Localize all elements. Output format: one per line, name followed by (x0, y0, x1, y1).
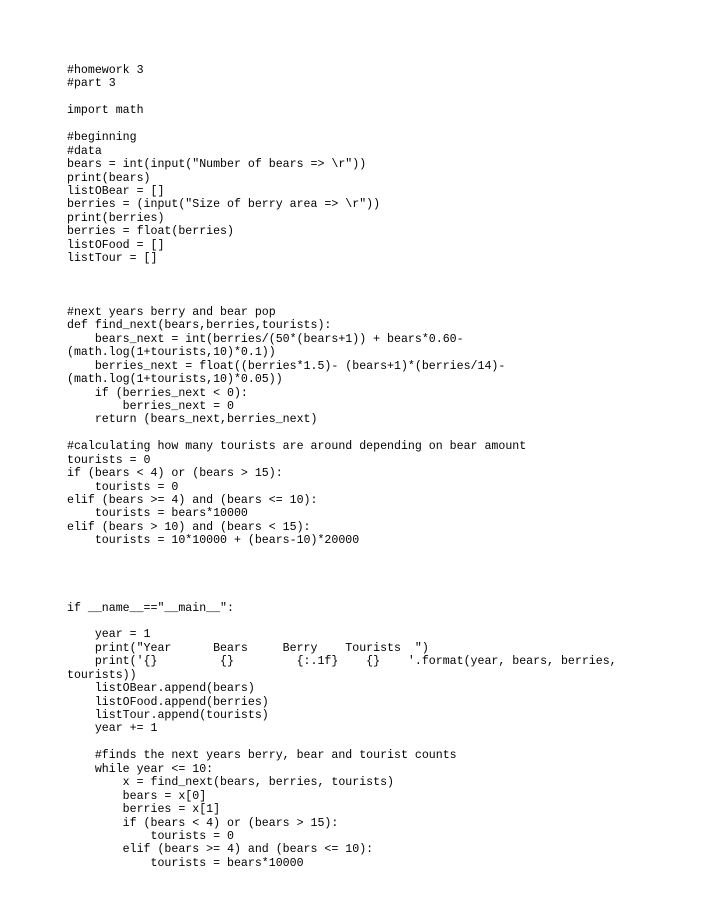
code-line (67, 736, 697, 749)
code-line: x = find_next(bears, berries, tourists) (67, 776, 394, 790)
code-line (67, 266, 697, 279)
code-line: year = 1 (67, 628, 151, 642)
code-line (67, 292, 697, 305)
code-line: year += 1 (67, 722, 158, 736)
code-line (67, 615, 697, 628)
code-line: bears_next = int(berries/(50*(bears+1)) + bears*0.60- (67, 332, 464, 346)
code-line: elif (bears > 10) and (bears < 15): (67, 520, 311, 534)
code-line: listOBear.append(bears) (67, 682, 255, 696)
code-line: tourists = 0 (67, 453, 151, 467)
code-line: listOFood = [] (67, 238, 165, 252)
code-line: bears = x[0] (67, 789, 207, 803)
code-line: listTour = [] (67, 252, 158, 266)
code-line: bears = int(input("Number of bears => \r")) (67, 158, 367, 172)
code-line: #next years berry and bear pop (67, 305, 276, 319)
code-line: #beginning (67, 131, 137, 145)
code-line: if (bears < 4) or (bears > 15): (67, 467, 283, 481)
code-listing (67, 64, 697, 870)
code-line: print(bears) (67, 171, 151, 185)
code-line (67, 588, 697, 601)
code-line: tourists = 10*10000 + (bears-10)*20000 (67, 534, 360, 548)
code-line (67, 118, 697, 131)
code-line: print(berries) (67, 211, 165, 225)
code-line (67, 548, 697, 561)
code-line: import math (67, 104, 144, 118)
code-line: (math.log(1+tourists,10)*0.1)) (67, 346, 276, 360)
code-line: #part 3 (67, 77, 116, 91)
code-line (67, 91, 697, 104)
code-line: elif (bears >= 4) and (bears <= 10): (67, 494, 318, 507)
code-line: #calculating how many tourists are around depending on bear amount (67, 440, 527, 454)
code-line: if (berries_next < 0): (67, 386, 248, 400)
code-line (67, 427, 697, 440)
code-line: while year <= 10: (67, 762, 214, 776)
code-line: def find_next(bears,berries,tourists): (67, 319, 332, 333)
code-line: berries_next = float((berries*1.5)- (bears+1)*(berries/14)- (67, 359, 506, 373)
code-line: return (bears_next,berries_next) (67, 413, 318, 427)
code-line: print('{} {} {:.1f} {} '.format(year, bears, berries, (67, 655, 617, 669)
code-line (67, 561, 697, 574)
code-line: tourists = 0 (67, 480, 179, 494)
code-line (67, 575, 697, 588)
code-line: tourists = bears*10000 (67, 856, 304, 870)
code-line: (math.log(1+tourists,10)*0.05)) (67, 373, 283, 387)
code-line: berries = x[1] (67, 803, 221, 817)
code-line: elif (bears >= 4) and (bears <= 10): (67, 843, 374, 857)
code-line: #data (67, 144, 102, 158)
code-line: #homework 3 (67, 64, 144, 77)
code-line: listTour.append(tourists) (67, 709, 269, 722)
code-line (67, 279, 697, 292)
code-line: tourists = bears*10000 (67, 507, 248, 521)
code-line: listOBear = [] (67, 184, 165, 198)
code-line: listOFood.append(berries) (67, 695, 269, 709)
code-line: #finds the next years berry, bear and tourist counts (67, 749, 457, 763)
code-line: print("Year Bears Berry Tourists ") (67, 641, 429, 655)
code-line: if (bears < 4) or (bears > 15): (67, 816, 339, 830)
code-line: tourists)) (67, 668, 137, 682)
code-line: berries_next = 0 (67, 399, 234, 413)
code-line: if __name__=="__main__": (67, 601, 234, 615)
code-line: tourists = 0 (67, 829, 234, 843)
code-line: berries = float(berries) (67, 225, 234, 239)
code-line: berries = (input("Size of berry area => \r")) (67, 198, 381, 212)
